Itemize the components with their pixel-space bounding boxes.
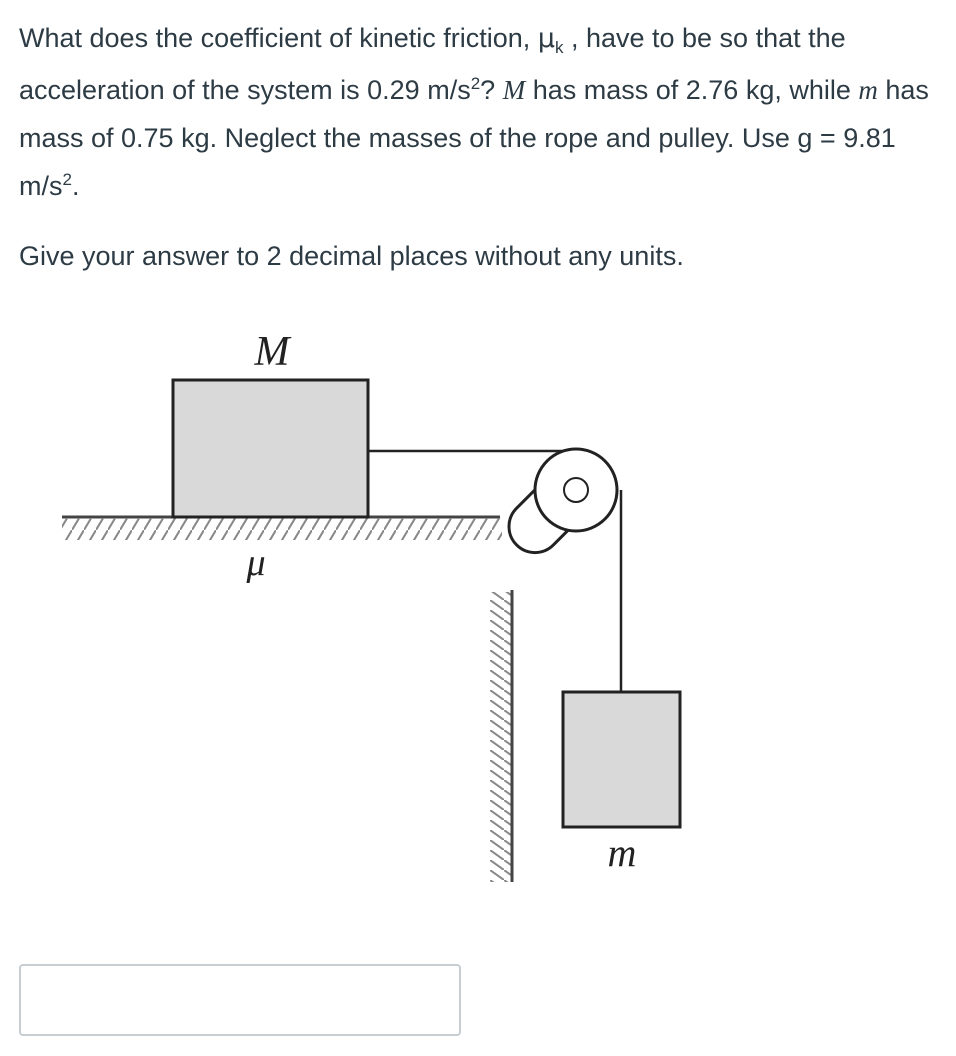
answer-input[interactable] [19,964,461,1036]
pulley-axle [564,478,588,502]
question-instruction: Give your answer to 2 decimal places without any units. [19,241,684,271]
table-hatch [62,518,502,540]
question-statement: What does the coefficient of kinetic friction, $\mu_k$ , have to be so that the acceleration of the system is 0.29 $m/s^2$? M has mass of 2.76 kg, while m has mass of 0.75 kg. Neglect the masses of the rope and pulley. Use g = 9.81 $m/s^2$. [19,23,929,201]
block-M [173,380,368,517]
block-m [563,692,680,827]
mu-subscript: k [554,38,564,57]
var-m: m [858,75,878,105]
label-m: m [607,830,637,875]
physics-diagram [0,310,956,910]
mu-symbol: μ [537,23,555,54]
label-mu: μ [246,542,266,584]
label-M: M [254,329,290,375]
wall-hatch [490,592,512,882]
question-text [19,14,934,280]
superscript: 2 [470,74,481,93]
var-M: M [502,75,526,105]
superscript: 2 [62,170,72,189]
